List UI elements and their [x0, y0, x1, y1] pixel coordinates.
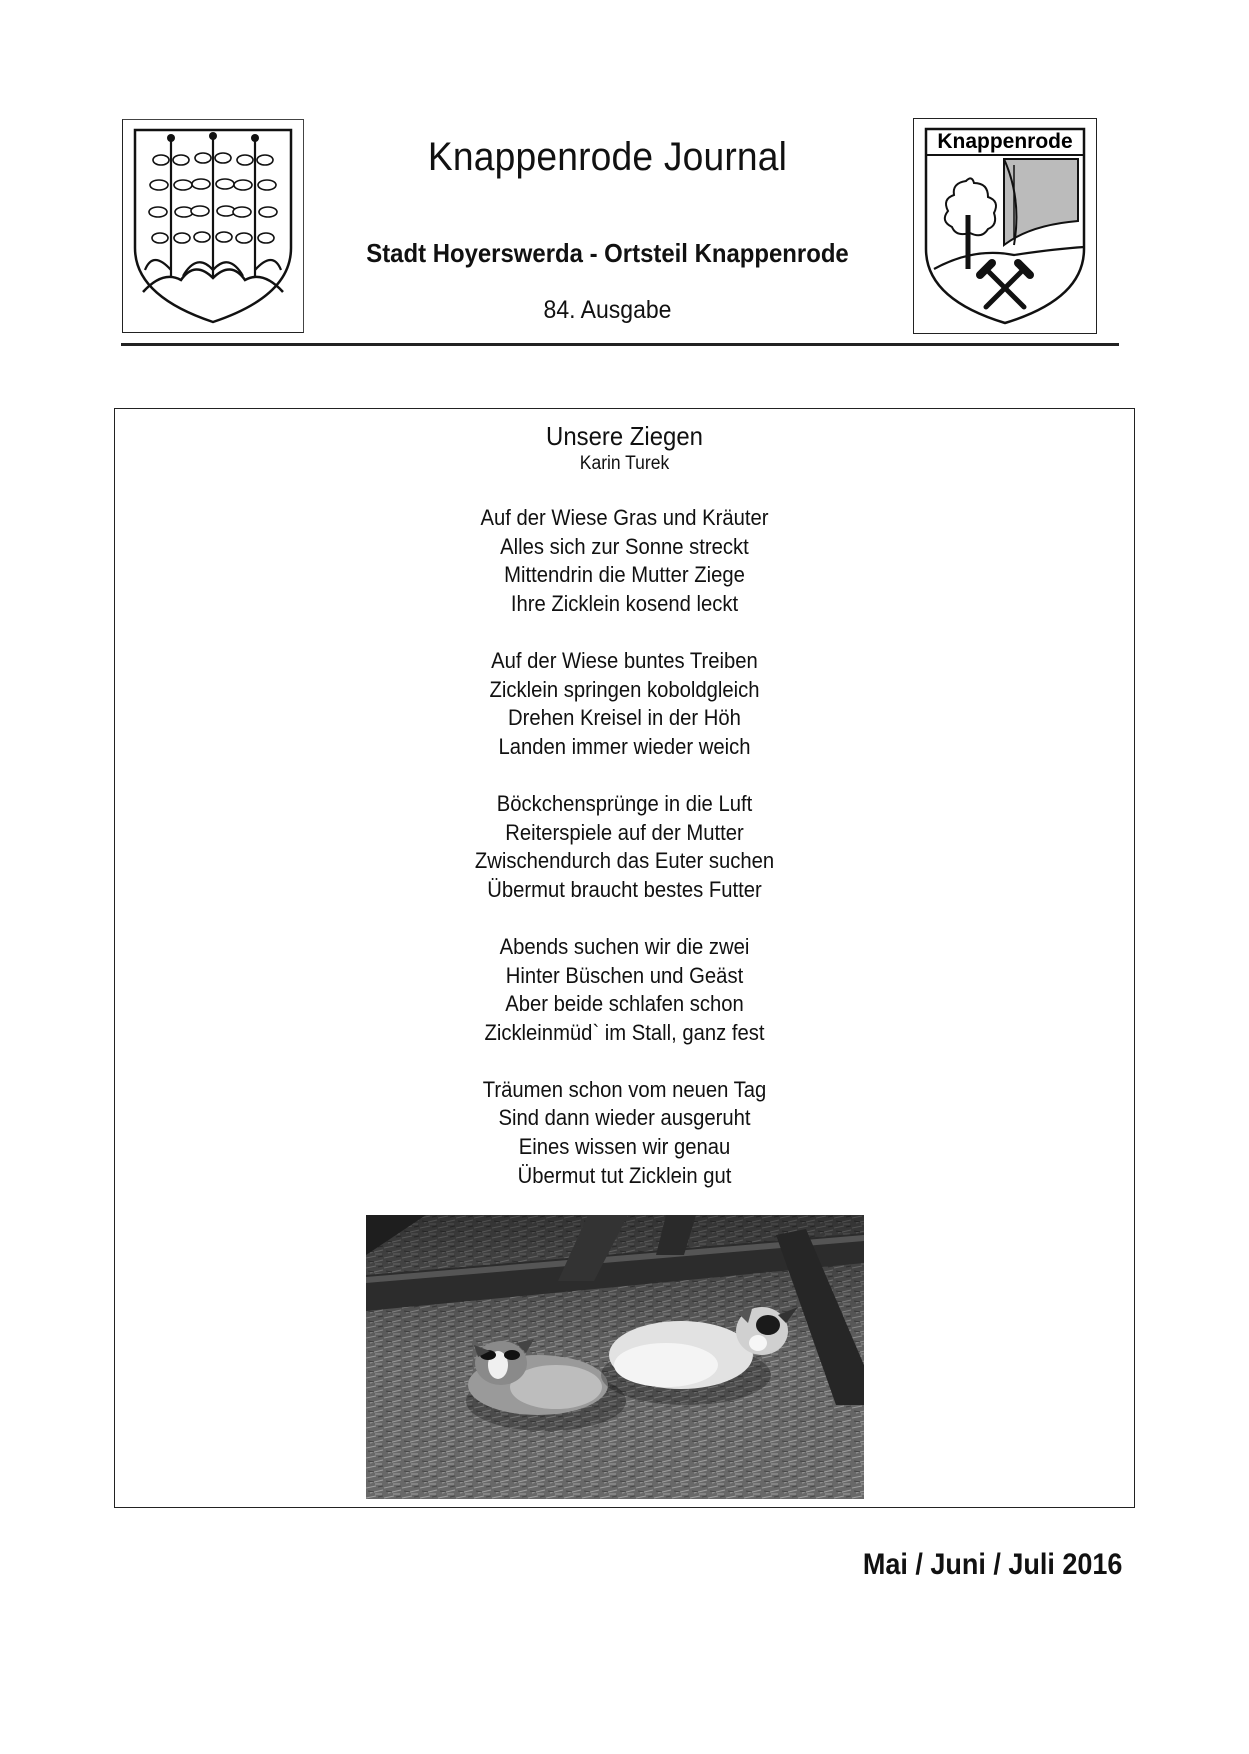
poem-title: Unsere Ziegen	[546, 421, 703, 451]
verse-line: Auf der Wiese Gras und Kräuter	[480, 505, 769, 530]
verse-line: Übermut tut Zicklein gut	[517, 1162, 732, 1188]
stanza	[156, 504, 1093, 618]
header-divider	[121, 343, 1119, 346]
right-crest	[913, 118, 1097, 334]
verse-line: Alles sich zur Sonne streckt	[500, 533, 749, 559]
verse-line: Mittendrin die Mutter Ziege	[504, 562, 745, 588]
verse-line: Aber beide schlafen schon	[505, 991, 744, 1017]
verse-line: Auf der Wiese buntes Treiben	[491, 647, 758, 673]
journal-title: Knappenrode Journal	[427, 135, 788, 179]
stanza	[156, 933, 1093, 1047]
verse-line: Ihre Zicklein kosend leckt	[510, 590, 739, 616]
stanza	[156, 1076, 1093, 1190]
poem-body	[115, 504, 1134, 1219]
verse-line: Böckchensprünge in die Luft	[496, 790, 753, 816]
verse-line: Zwischendurch das Euter suchen	[474, 848, 775, 874]
poem-frame	[114, 408, 1135, 1508]
oak-trees-crest-icon	[123, 120, 303, 332]
verse-line: Träumen schon vom neuen Tag	[482, 1076, 767, 1102]
verse-line: Hinter Büschen und Geäst	[505, 962, 744, 988]
verse-line: Zickleinmüd` im Stall, ganz fest	[484, 1019, 765, 1045]
verse-line: Drehen Kreisel in der Höh	[508, 705, 741, 731]
crest-label: Knappenrode	[937, 130, 1073, 153]
issue-date: Mai / Juni / Juli 2016	[862, 1548, 1122, 1581]
stanza	[156, 790, 1093, 904]
verse-line: Reiterspiele auf der Mutter	[505, 819, 744, 845]
journal-subtitle: Stadt Hoyerswerda - Ortsteil Knappenrode	[366, 238, 849, 268]
goat-kids-photo-icon	[366, 1215, 864, 1499]
knappenrode-crest-icon	[914, 119, 1096, 333]
stanza	[156, 647, 1093, 761]
poem-author: Karin Turek	[579, 453, 670, 474]
issue-number: 84. Ausgabe	[543, 296, 672, 324]
verse-line: Landen immer wieder weich	[498, 733, 751, 759]
verse-line: Abends suchen wir die zwei	[499, 933, 750, 959]
verse-line: Übermut braucht bestes Futter	[487, 876, 762, 902]
verse-line: Eines wissen wir genau	[518, 1134, 731, 1160]
verse-line: Zicklein springen koboldgleich	[489, 676, 760, 702]
verse-line: Sind dann wieder ausgeruht	[498, 1105, 751, 1131]
left-crest	[122, 119, 304, 333]
goat-photo	[366, 1215, 864, 1499]
